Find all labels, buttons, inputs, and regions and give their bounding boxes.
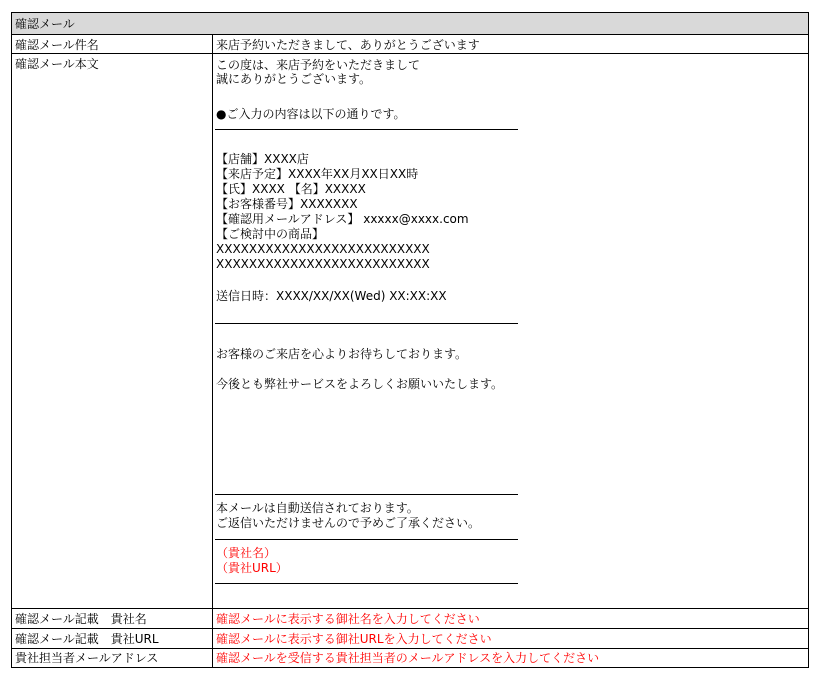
- column-divider: [212, 35, 213, 668]
- company-url-placeholder: （貴社URL）: [216, 561, 288, 575]
- email-line: 【確認用メールアドレス】 xxxxx@xxxx.com: [216, 212, 469, 226]
- auto-notice-line-2: ご返信いただけませんので予めご了承ください。: [216, 516, 481, 530]
- confirmation-email-sheet: [11, 12, 809, 668]
- company-url-input[interactable]: 確認メールに表示する御社URLを入力してください: [216, 632, 492, 646]
- products-heading: 【ご検討中の商品】: [216, 227, 325, 241]
- greeting-line-1: この度は、来店予約をいただきまして: [216, 58, 421, 72]
- product-line-2: XXXXXXXXXXXXXXXXXXXXXXXXXX: [216, 257, 430, 271]
- separator-line: [215, 129, 518, 130]
- store-line: 【店舗】XXXX店: [216, 152, 309, 166]
- contact-email-input[interactable]: 確認メールを受信する貴社担当者のメールアドレスを入力してください: [216, 651, 600, 665]
- row-divider: [12, 628, 808, 629]
- row-divider: [12, 648, 808, 649]
- closing-line-1: お客様のご来店を心よりお待ちしております。: [216, 347, 468, 361]
- company-url-label: 確認メール記載 貴社URL: [15, 632, 159, 646]
- name-line: 【氏】XXXX 【名】XXXXX: [216, 182, 366, 196]
- separator-line: [215, 323, 518, 324]
- subject-value[interactable]: 来店予約いただきまして、ありがとうございます: [216, 38, 480, 52]
- subject-label: 確認メール件名: [15, 38, 99, 52]
- customer-number-line: 【お客様番号】XXXXXXX: [216, 197, 358, 211]
- body-label: 確認メール本文: [15, 57, 99, 71]
- company-name-placeholder: （貴社名）: [216, 546, 277, 560]
- row-divider: [12, 53, 808, 54]
- contact-email-label: 貴社担当者メールアドレス: [15, 651, 159, 665]
- separator-line: [215, 539, 518, 540]
- section-heading: ●ご入力の内容は以下の通りです。: [216, 107, 406, 121]
- sheet-title: 確認メール: [15, 17, 75, 31]
- sent-at-line: 送信日時：XXXX/XX/XX(Wed) XX:XX:XX: [216, 289, 447, 303]
- closing-line-2: 今後とも弊社サービスをよろしくお願いいたします。: [216, 377, 504, 391]
- product-line-1: XXXXXXXXXXXXXXXXXXXXXXXXXX: [216, 242, 430, 256]
- greeting-line-2: 誠にありがとうございます。: [216, 72, 372, 86]
- row-divider: [12, 608, 808, 609]
- company-name-label: 確認メール記載 貴社名: [15, 612, 147, 626]
- company-name-input[interactable]: 確認メールに表示する御社名を入力してください: [216, 612, 480, 626]
- visit-date-line: 【来店予定】XXXX年XX月XX日XX時: [216, 167, 419, 181]
- auto-notice-line-1: 本メールは自動送信されております。: [216, 501, 419, 515]
- sheet-header: [12, 13, 808, 35]
- separator-line: [215, 583, 518, 584]
- separator-line: [215, 494, 518, 495]
